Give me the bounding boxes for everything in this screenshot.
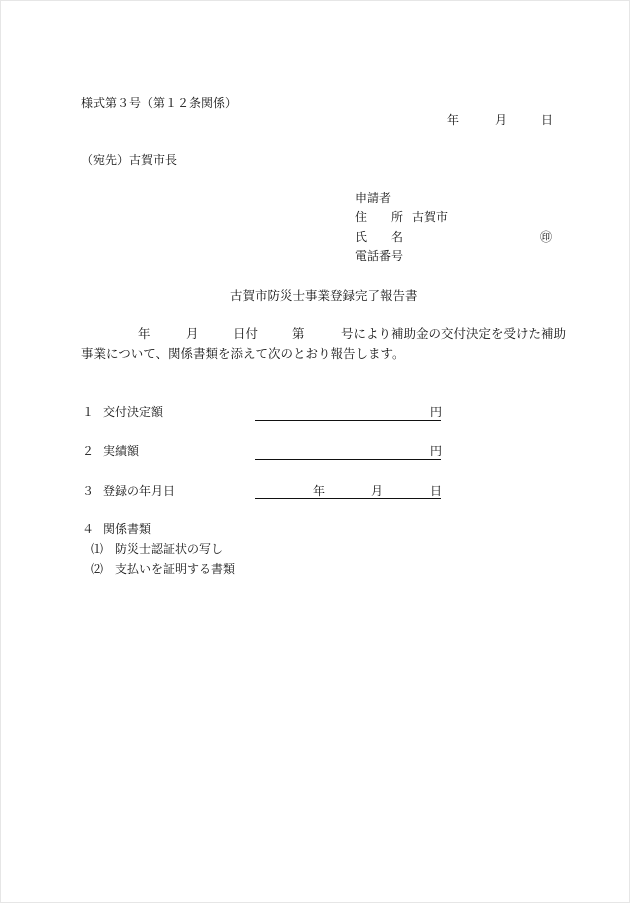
amount-underline (255, 459, 441, 460)
item-number: ４ (82, 522, 95, 536)
amount-underline (255, 420, 441, 421)
name-label: 氏 名 (355, 230, 404, 244)
address-label: 住 所 (355, 210, 404, 224)
body-month-word: 月 (186, 326, 199, 341)
phone-label: 電話番号 (355, 249, 404, 263)
item-number: ３ (82, 484, 95, 498)
reg-day-label: 日 (430, 484, 443, 498)
date-day-label: 日 (541, 113, 554, 127)
item-unit: 円 (430, 444, 443, 458)
address-value: 古賀市 (412, 210, 449, 224)
sub-item-number: ⑵ (91, 562, 104, 576)
applicant-title: 申請者 (355, 191, 392, 205)
date-month-label: 月 (495, 113, 508, 127)
item-unit: 円 (430, 405, 443, 419)
body-date-word: 日付 (233, 326, 259, 341)
sub-item-text: 支払いを証明する書類 (115, 562, 236, 576)
item-label: 交付決定額 (103, 405, 164, 419)
form-style-note: 様式第３号（第１２条関係） (81, 96, 238, 110)
sub-item-number: ⑴ (91, 542, 104, 556)
date-underline (255, 498, 441, 499)
seal-mark: ㊞ (540, 230, 553, 244)
body-line1-rest: 号により補助金の交付決定を受けた補助 (341, 326, 567, 341)
item-label: 実績額 (103, 444, 140, 458)
body-line2: 事業について、関係書類を添えて次のとおり報告します。 (81, 346, 405, 361)
reg-month-label: 月 (371, 484, 384, 498)
body-year-word: 年 (138, 326, 151, 341)
reg-year-label: 年 (313, 484, 326, 498)
item-label: 登録の年月日 (103, 484, 176, 498)
item-number: １ (82, 405, 95, 419)
date-year-label: 年 (447, 113, 460, 127)
body-number-word: 第 (292, 326, 305, 341)
item-label: 関係書類 (103, 522, 152, 536)
item-number: ２ (82, 444, 95, 458)
addressee: （宛先）古賀市長 (81, 153, 178, 167)
sub-item-text: 防災士認証状の写し (115, 542, 224, 556)
document-title: 古賀市防災士事業登録完了報告書 (230, 288, 418, 303)
